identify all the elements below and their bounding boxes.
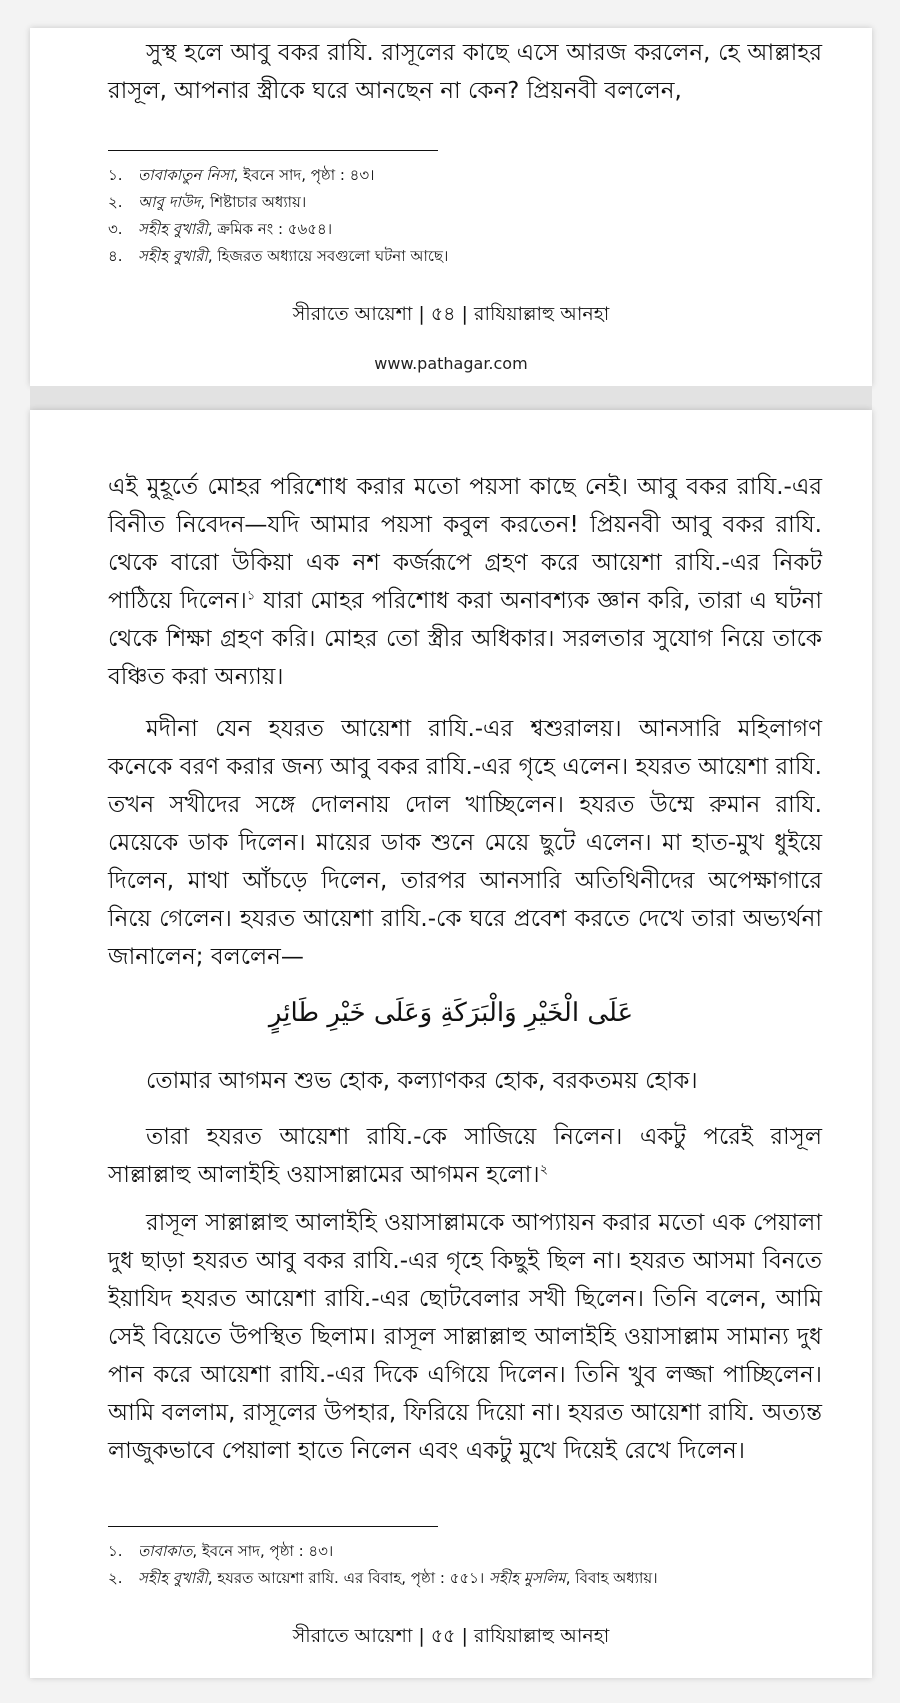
page-footer: সীরাতে আয়েশা | ৫৪ | রাযিয়াল্লাহু আনহা — [292, 303, 610, 325]
footnote-reference: সহীহ বুখারী — [138, 1569, 208, 1587]
footnote-text: , হযরত আয়েশা রাযি. এর বিবাহ, পৃষ্ঠা : ৫৫১। — [207, 1569, 489, 1587]
footnote-reference: আবু দাউদ — [138, 193, 201, 211]
footnote-reference: সহীহ মুসলিম — [489, 1569, 566, 1587]
footnote-number: ২. — [108, 1569, 123, 1587]
footnote-reference: সহীহ বুখারী — [138, 220, 208, 238]
footnote-number: ৪. — [108, 247, 123, 265]
paragraph-text: তারা হযরত আয়েশা রাযি.-কে সাজিয়ে নিলেন। একটু পরেই রাসূল সাল্লাল্লাহু আলাইহি ওয়াসাল্লামের আগমন হলো। — [108, 1124, 822, 1188]
paragraph: রাসূল সাল্লাল্লাহু আলাইহি ওয়াসাল্লামকে আপ্যায়ন করার মতো এক পেয়ালা দুধ ছাড়া হযরত আবু বকর রাযি.-এর গৃহে কিছুই ছিল না। হযরত আসমা বিনতে ইয়াযিদ হযরত আয়েশা রাযি.-এর ছোটবেলার সখী ছিলেন। তিনি বলেন, আমি সেই বিয়েতে উপস্থিত ছিলাম। রাসূল সাল্লাল্লাহু আলাইহি ওয়াসাল্লাম সামান্য দুধ পান করে আয়েশা রাযি.-এর দিকে এগিয়ে দিলেন। তিনি খুব লজ্জা পাচ্ছিলেন। আমি বললাম, রাসূলের উপহার, ফিরিয়ে দিয়ো না। হযরত আয়েশা রাযি. অত্যন্ত লাজুকভাবে পেয়ালা হাতে নিলেন এবং একটু মুখে দিয়েই রেখে দিলেন। — [108, 1210, 822, 1464]
footnote — [108, 1565, 848, 1592]
footnote-text: , ক্রমিক নং : ৫৬৫৪। — [207, 220, 333, 238]
arabic-verse: عَلَى الْخَيْرِ وَالْبَرَكَةِ وَعَلَى خَيْرِ طَائِرٍ — [268, 998, 634, 1028]
paragraph — [108, 468, 822, 696]
page-55 — [30, 410, 872, 1678]
translation: তোমার আগমন শুভ হোক, কল্যাণকর হোক, বরকতময় হোক। — [146, 1068, 698, 1094]
footnote-reference: তাবাকাতুন নিসা — [138, 166, 234, 184]
footnote — [108, 243, 848, 270]
footnote-divider — [108, 1526, 438, 1527]
footnote — [108, 1538, 848, 1565]
footnote-marker: ১ — [246, 588, 256, 604]
footnote-divider — [108, 150, 438, 151]
footnote — [108, 189, 848, 216]
footnote-reference: সহীহ বুখারী — [138, 247, 208, 265]
page-54 — [30, 28, 872, 386]
paragraph-text: যারা মোহর পরিশোধ করা অনাবশ্যক জ্ঞান করি, তারা এ ঘটনা থেকে শিক্ষা গ্রহণ করি। মোহর তো স্ত্রীর অধিকার। সরলতার সুযোগ নিয়ে তাকে বঞ্চিত করা অন্যায়। — [108, 588, 822, 690]
paragraph: মদীনা যেন হযরত আয়েশা রাযি.-এর শ্বশুরালয়। আনসারি মহিলাগণ কনেকে বরণ করার জন্য আবু বকর রাযি.-এর গৃহে এলেন। হযরত আয়েশা রাযি. তখন সখীদের সঙ্গে দোলনায় দোল খাচ্ছিলেন। হযরত উম্মে রুমান রাযি. মেয়েকে ডাক দিলেন। মায়ের ডাক শুনে মেয়ে ছুটে এলেন। মা হাত-মুখ ধুইয়ে দিলেন, মাথা আঁচড়ে দিলেন, তারপর আনসারি অতিথিনীদের অপেক্ষাগারে নিয়ে গেলেন। হযরত আয়েশা রাযি.-কে ঘরে প্রবেশ করতে দেখে তারা অভ্যর্থনা জানালেন; বললেন— — [108, 716, 822, 970]
source-url[interactable]: www.pathagar.com — [374, 354, 528, 373]
footnote-text: , হিজরত অধ্যায়ে সবগুলো ঘটনা আছে। — [207, 247, 449, 265]
footnote-text: , ইবনে সাদ, পৃষ্ঠা : ৪৩। — [192, 1542, 334, 1560]
footnote-number: ২. — [108, 193, 123, 211]
paragraph: সুস্থ হলে আবু বকর রাযি. রাসূলের কাছে এসে আরজ করলেন, হে আল্লাহর রাসূল, আপনার স্ত্রীকে ঘরে আনছেন না কেন? প্রিয়নবী বললেন, — [108, 40, 822, 104]
footnote — [108, 162, 848, 189]
paragraph — [108, 1118, 822, 1194]
footnote — [108, 216, 848, 243]
page-separator — [30, 386, 872, 410]
paragraph-text: এই মুহূর্তে মোহর পরিশোধ করার মতো পয়সা কাছে নেই। আবু বকর রাযি.-এর বিনীত নিবেদন—যদি আমার পয়সা কবুল করতেন! প্রিয়নবী আবু বকর রাযি. থেকে বারো উকিয়া এক নশ কর্জরূপে গ্রহণ করে আয়েশা রাযি.-এর নিকট পাঠিয়ে দিলেন। — [108, 474, 822, 614]
footnote-text: , ইবনে সাদ, পৃষ্ঠা : ৪৩। — [233, 166, 375, 184]
footnote-number: ১. — [108, 166, 123, 184]
footnote-marker: ২ — [539, 1162, 549, 1178]
footnote-reference: তাবাকাত — [138, 1542, 193, 1560]
footnote-number: ৩. — [108, 220, 123, 238]
footnote-text: , বিবাহ অধ্যায়। — [565, 1569, 658, 1587]
footnote-number: ১. — [108, 1542, 123, 1560]
footnote-text: , শিষ্টাচার অধ্যায়। — [200, 193, 307, 211]
page-footer: সীরাতে আয়েশা | ৫৫ | রাযিয়াল্লাহু আনহা — [292, 1625, 610, 1647]
